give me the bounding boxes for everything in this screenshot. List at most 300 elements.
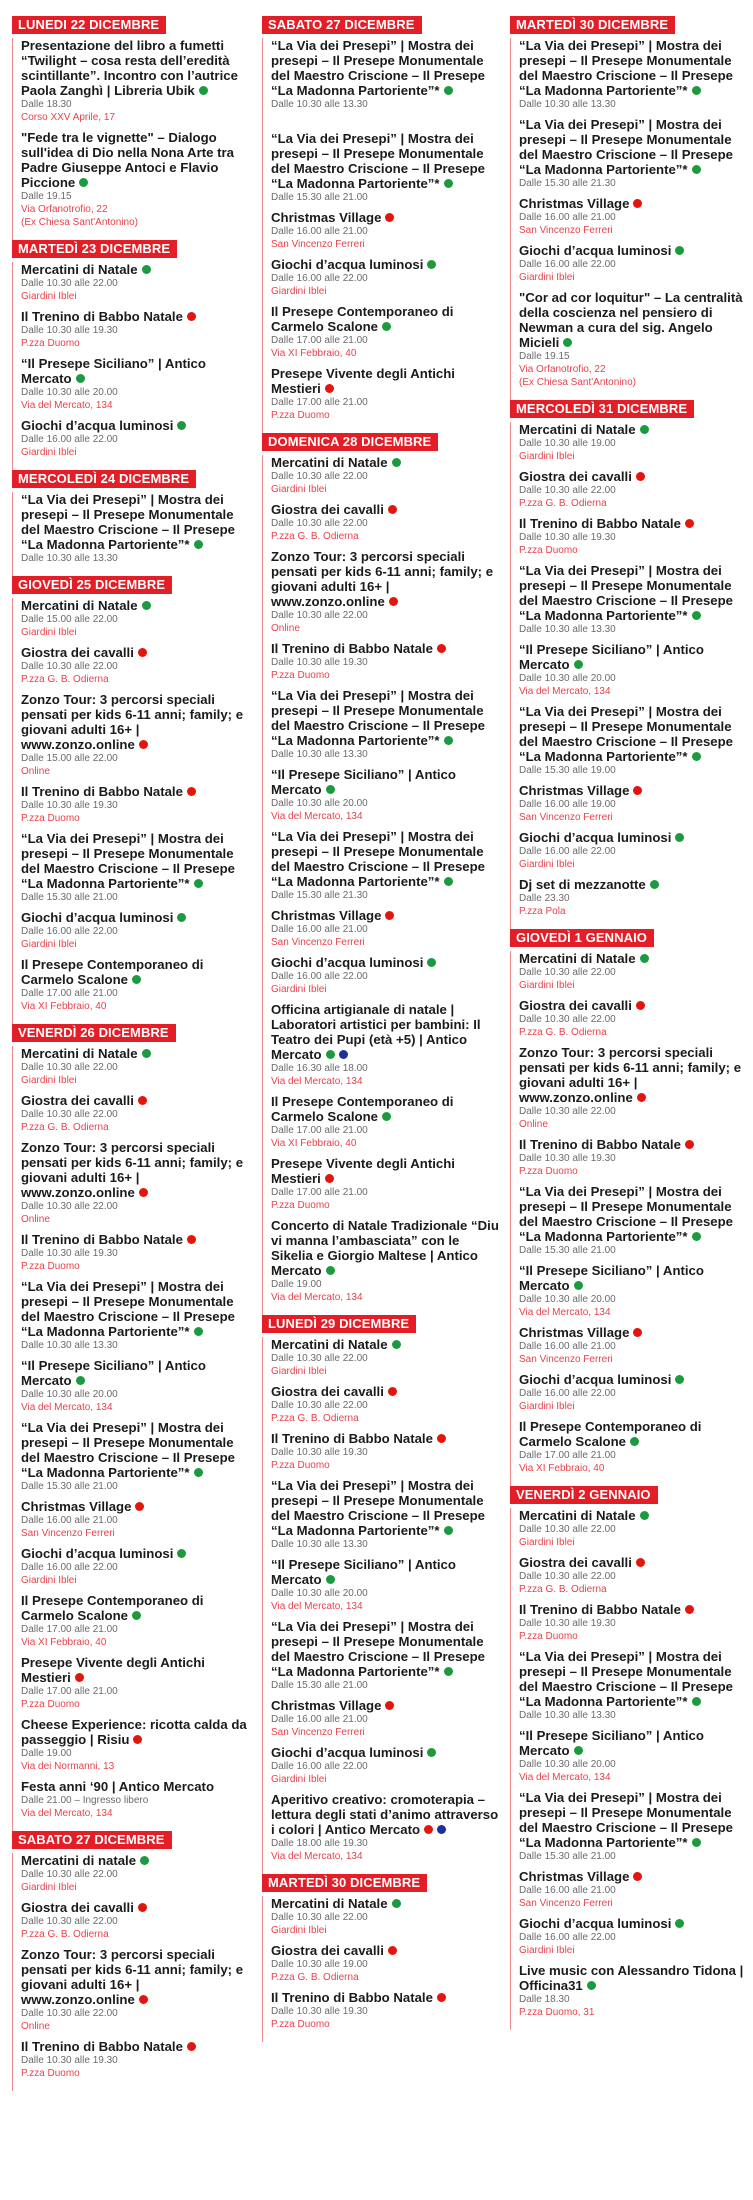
red-dot-icon [637, 1093, 646, 1102]
event-title-text: Giostra dei cavalli [21, 1900, 134, 1915]
green-dot-icon [392, 1340, 401, 1349]
green-dot-icon [630, 1437, 639, 1446]
red-dot-icon [187, 787, 196, 796]
event-item [21, 1717, 250, 1773]
event-list [510, 38, 748, 400]
event-location: Via Orfanotrofio, 22 [21, 204, 108, 215]
event-title [271, 304, 500, 334]
event-time: Dalle 16.00 alle 22.00 [21, 434, 118, 445]
green-dot-icon [692, 86, 701, 95]
event-location: San Vincenzo Ferreri [21, 1528, 115, 1539]
event-time: Dalle 16.00 alle 22.00 [519, 1932, 616, 1943]
red-dot-icon [325, 384, 334, 393]
event-title [519, 117, 748, 177]
green-dot-icon [76, 374, 85, 383]
event-title [271, 955, 500, 970]
event-time: Dalle 16.00 alle 22.00 [519, 846, 616, 857]
red-dot-icon [138, 1096, 147, 1105]
event-title [21, 1499, 250, 1514]
event-title [21, 130, 250, 190]
event-title-text: “La Via dei Presepi” | Mostra dei presepi – Il Presepe Monumentale del Maestro Criscione – Il Presepe “La Madonna Partoriente”* [271, 688, 486, 748]
event-item [519, 196, 748, 237]
calendar-column [510, 16, 748, 2030]
event-item [21, 957, 250, 1013]
green-dot-icon [587, 1981, 596, 1990]
event-title-text: Christmas Village [519, 1869, 630, 1884]
event-title-text: Giochi d’acqua luminosi [271, 257, 424, 272]
event-title-text: “La Via dei Presepi” | Mostra dei presepi – Il Presepe Monumentale del Maestro Criscione – Il Presepe “La Madonna Partoriente”* [271, 829, 486, 889]
day-section [510, 1486, 748, 2030]
event-location: Online [21, 2021, 50, 2032]
event-location: Via del Mercato, 134 [519, 686, 611, 697]
event-item [519, 1790, 748, 1863]
day-header: DOMENICA 28 DICEMBRE [262, 433, 438, 451]
event-item [271, 829, 500, 902]
event-title-text: Il Trenino di Babbo Natale [519, 1602, 681, 1617]
day-section [262, 433, 500, 1315]
event-title [21, 1046, 250, 1061]
event-location: Giardini Iblei [519, 980, 575, 991]
event-title [271, 641, 500, 656]
red-dot-icon [385, 213, 394, 222]
green-dot-icon [675, 1375, 684, 1384]
event-item [519, 1263, 748, 1319]
red-dot-icon [187, 1235, 196, 1244]
event-title-text: “La Via dei Presepi” | Mostra dei presepi – Il Presepe Monumentale del Maestro Criscione – Il Presepe “La Madonna Partoriente”* [519, 563, 734, 623]
event-location: P.zza Duomo [271, 1200, 330, 1211]
event-time: Dalle 10.30 alle 20.00 [519, 673, 616, 684]
event-title [519, 1649, 748, 1709]
event-location: P.zza Duomo [21, 1261, 80, 1272]
green-dot-icon [177, 421, 186, 430]
red-dot-icon [138, 648, 147, 657]
event-title-text: Aperitivo creativo: cromoterapia – lettura degli stati d’animo attraverso i colori | Antico Mercato [271, 1792, 499, 1837]
green-dot-icon [177, 913, 186, 922]
event-title [21, 1853, 250, 1868]
red-dot-icon [636, 1001, 645, 1010]
event-title-text: Mercatini di Natale [21, 1046, 138, 1061]
event-title-text: Giochi d’acqua luminosi [21, 418, 174, 433]
event-item [519, 516, 748, 557]
green-dot-icon [194, 1327, 203, 1336]
event-title-text: Presentazione del libro a fumetti “Twilight – cosa resta dell’eredità scintillante”. Incontro con l’autrice Paola Zanghì | Libreria Ubik [21, 38, 238, 98]
event-list [12, 1046, 250, 1831]
event-location: Giardini Iblei [519, 859, 575, 870]
event-time: Dalle 10.30 alle 22.00 [519, 485, 616, 496]
event-item [271, 1156, 500, 1212]
event-item [271, 366, 500, 422]
event-item [21, 1093, 250, 1134]
event-title [519, 1869, 748, 1884]
event-title [271, 1156, 500, 1186]
event-title [271, 829, 500, 889]
event-location: Via XI Febbraio, 40 [21, 1001, 107, 1012]
event-item [271, 1745, 500, 1786]
event-item [271, 908, 500, 949]
event-location-detail: (Ex Chiesa Sant'Antonino) [21, 217, 138, 228]
event-item [21, 1593, 250, 1649]
event-title [519, 563, 748, 623]
red-dot-icon [685, 1140, 694, 1149]
event-time: Dalle 15.30 alle 21.30 [271, 890, 368, 901]
event-title-text: Christmas Village [519, 1325, 630, 1340]
event-item [271, 1619, 500, 1692]
green-dot-icon [142, 601, 151, 610]
event-list [510, 951, 748, 1486]
event-title [519, 830, 748, 845]
event-title [519, 1728, 748, 1758]
event-list [12, 262, 250, 470]
event-item [519, 877, 748, 918]
event-time: Dalle 10.30 alle 22.00 [21, 1916, 118, 1927]
green-dot-icon [650, 880, 659, 889]
event-title-text: "Fede tra le vignette" – Dialogo sull'idea di Dio nella Nona Arte tra Padre Giuseppe Antoci e Flavio Piccione [21, 130, 234, 190]
event-time: Dalle 10.30 alle 13.30 [21, 553, 118, 564]
event-location: Giardini Iblei [21, 939, 77, 950]
event-title-text: Festa anni ‘90 | Antico Mercato [21, 1779, 215, 1794]
day-section [12, 1831, 250, 2091]
event-item [519, 1555, 748, 1596]
event-location: P.zza G. B. Odierna [271, 1413, 359, 1424]
event-time: Dalle 10.30 alle 22.00 [21, 2008, 118, 2019]
day-header: VENERDÌ 26 DICEMBRE [12, 1024, 176, 1042]
event-title [519, 951, 748, 966]
event-item [21, 1420, 250, 1493]
event-title [21, 1546, 250, 1561]
event-title-text: “Il Presepe Siciliano” | Antico Mercato [519, 642, 704, 672]
event-title [271, 455, 500, 470]
event-title [21, 1420, 250, 1480]
event-location: San Vincenzo Ferreri [271, 1727, 365, 1738]
event-location: Giardini Iblei [519, 1401, 575, 1412]
event-title-text: Mercatini di Natale [21, 262, 138, 277]
event-location: Giardini Iblei [519, 1945, 575, 1956]
event-time: Dalle 16.00 alle 21.00 [519, 1885, 616, 1896]
event-item [21, 1232, 250, 1273]
event-title-text: Il Trenino di Babbo Natale [21, 784, 183, 799]
green-dot-icon [692, 1232, 701, 1241]
green-dot-icon [563, 338, 572, 347]
event-title [519, 1137, 748, 1152]
green-dot-icon [392, 458, 401, 467]
event-item [519, 1963, 748, 2019]
event-time: Dalle 17.00 alle 21.00 [271, 1125, 368, 1136]
event-title-text: Il Trenino di Babbo Natale [519, 1137, 681, 1152]
event-time: Dalle 15.30 alle 21.00 [519, 1851, 616, 1862]
event-time: Dalle 16.00 alle 22.00 [21, 1562, 118, 1573]
event-time: Dalle 16.00 alle 22.00 [519, 1388, 616, 1399]
event-location: Via del Mercato, 134 [271, 811, 363, 822]
event-title [271, 1094, 500, 1124]
day-section [262, 16, 500, 433]
event-title [519, 469, 748, 484]
event-time: Dalle 18.00 alle 19.30 [271, 1838, 368, 1849]
event-title-text: Mercatini di Natale [519, 1508, 636, 1523]
event-location: P.zza Duomo [519, 545, 578, 556]
event-item [519, 290, 748, 389]
event-title-text: “Il Presepe Siciliano” | Antico Mercato [21, 1358, 206, 1388]
event-time: Dalle 10.30 alle 22.00 [271, 1912, 368, 1923]
event-title-text: Giochi d’acqua luminosi [519, 830, 672, 845]
event-time: Dalle 10.30 alle 19.30 [21, 2055, 118, 2066]
event-title [519, 877, 748, 892]
event-title-text: Mercatini di Natale [519, 422, 636, 437]
event-time: Dalle 16.00 alle 19.00 [519, 799, 616, 810]
event-time: Dalle 16.00 alle 22.00 [519, 259, 616, 270]
event-item [519, 642, 748, 698]
event-location: P.zza G. B. Odierna [21, 1122, 109, 1133]
event-item [21, 38, 250, 124]
event-item [271, 549, 500, 635]
event-time: Dalle 10.30 alle 19.30 [271, 1447, 368, 1458]
event-title [21, 1947, 250, 2007]
event-location: Giardini Iblei [519, 451, 575, 462]
event-item [21, 262, 250, 303]
event-title-text: Il Presepe Contemporaneo di Carmelo Scalone [271, 304, 454, 334]
event-title [271, 1943, 500, 1958]
event-title [21, 1140, 250, 1200]
event-title [519, 1916, 748, 1931]
event-title [21, 356, 250, 386]
event-location: San Vincenzo Ferreri [519, 812, 613, 823]
event-title [21, 692, 250, 752]
event-title [21, 1279, 250, 1339]
event-title-text: Live music con Alessandro Tidona | Officina31 [519, 1963, 744, 1993]
event-item [271, 502, 500, 543]
event-item [519, 117, 748, 190]
event-location: San Vincenzo Ferreri [519, 1898, 613, 1909]
day-section [262, 1315, 500, 1874]
event-location: Giardini Iblei [519, 272, 575, 283]
event-item [21, 492, 250, 565]
event-location: Online [271, 623, 300, 634]
green-dot-icon [326, 1266, 335, 1275]
event-item [519, 830, 748, 871]
event-time: Dalle 10.30 alle 22.00 [21, 1109, 118, 1120]
event-time: Dalle 16.00 alle 22.00 [271, 1761, 368, 1772]
event-time: Dalle 17.00 alle 21.00 [271, 1187, 368, 1198]
day-header: MARTEDÌ 23 DICEMBRE [12, 240, 177, 258]
event-location-detail: (Ex Chiesa Sant'Antonino) [519, 377, 636, 388]
event-item [271, 1990, 500, 2031]
event-time: Dalle 19.00 [271, 1279, 322, 1290]
event-item [271, 1337, 500, 1378]
event-list [510, 422, 748, 929]
event-title-text: Zonzo Tour: 3 percorsi speciali pensati per kids 6-11 anni; family; e giovani adulti 16+ | www.zonzo.online [21, 1947, 244, 2007]
event-title-text: Christmas Village [271, 1698, 382, 1713]
event-title-text: Cheese Experience: ricotta calda da passeggio | Risiu [21, 1717, 247, 1747]
event-location: P.zza G. B. Odierna [271, 531, 359, 542]
event-title-text: Giochi d’acqua luminosi [519, 1372, 672, 1387]
green-dot-icon [76, 1376, 85, 1385]
event-time: Dalle 17.00 alle 21.00 [21, 1624, 118, 1635]
event-time: Dalle 10.30 alle 13.30 [271, 99, 368, 110]
event-time: Dalle 10.30 alle 22.00 [519, 1524, 616, 1535]
event-item [21, 356, 250, 412]
event-title [519, 998, 748, 1013]
event-title [271, 908, 500, 923]
green-dot-icon [427, 260, 436, 269]
event-time: Dalle 10.30 alle 19.00 [271, 1959, 368, 1970]
event-location: Giardini Iblei [271, 1925, 327, 1936]
green-dot-icon [444, 877, 453, 886]
event-time: Dalle 10.30 alle 19.30 [271, 2006, 368, 2017]
event-title-text: “Il Presepe Siciliano” | Antico Mercato [21, 356, 206, 386]
event-item [271, 1478, 500, 1551]
event-title-text: Presepe Vivente degli Antichi Mestieri [271, 1156, 455, 1186]
day-section [12, 470, 250, 576]
red-dot-icon [385, 911, 394, 920]
event-item [21, 1947, 250, 2033]
event-title-text: Mercatini di natale [21, 1853, 137, 1868]
event-location: Via dei Normanni, 13 [21, 1761, 115, 1772]
event-location: Via del Mercato, 134 [271, 1076, 363, 1087]
event-time: Dalle 10.30 alle 19.30 [271, 657, 368, 668]
green-dot-icon [132, 975, 141, 984]
event-location: P.zza G. B. Odierna [271, 1972, 359, 1983]
red-dot-icon [135, 1502, 144, 1511]
event-title [519, 1555, 748, 1570]
event-title [519, 422, 748, 437]
event-time: Dalle 10.30 alle 13.30 [271, 749, 368, 760]
event-title-text: Zonzo Tour: 3 percorsi speciali pensati per kids 6-11 anni; family; e giovani adulti 16+ | www.zonzo.online [21, 1140, 244, 1200]
day-header: VENERDÌ 2 GENNAIO [510, 1486, 658, 1504]
event-time: Dalle 10.30 alle 20.00 [21, 387, 118, 398]
event-location: Via del Mercato, 134 [21, 1402, 113, 1413]
event-location: Giardini Iblei [21, 447, 77, 458]
calendar-column [12, 16, 250, 2091]
event-item [271, 955, 500, 996]
day-section [12, 576, 250, 1024]
event-item [21, 598, 250, 639]
event-item [519, 783, 748, 824]
event-item [271, 38, 500, 111]
green-dot-icon [444, 736, 453, 745]
event-location: San Vincenzo Ferreri [519, 225, 613, 236]
event-item [271, 455, 500, 496]
event-location: Giardini Iblei [271, 1774, 327, 1785]
event-title-text: Giostra dei cavalli [519, 998, 632, 1013]
event-location: Online [21, 1214, 50, 1225]
event-title [271, 1990, 500, 2005]
event-item [519, 1419, 748, 1475]
event-title-text: Giostra dei cavalli [21, 645, 134, 660]
event-location: Via del Mercato, 134 [519, 1307, 611, 1318]
event-title-text: Concerto di Natale Tradizionale “Diu vi manna l’ambasciata” con le Sikelia e Giorgio Maltese | Antico Mercato [271, 1218, 499, 1278]
event-title [519, 1963, 748, 1993]
event-title-text: “La Via dei Presepi” | Mostra dei presepi – Il Presepe Monumentale del Maestro Criscione – Il Presepe “La Madonna Partoriente”* [519, 1649, 734, 1709]
event-location: Via XI Febbraio, 40 [519, 1463, 605, 1474]
event-location: P.zza Duomo [271, 410, 330, 421]
red-dot-icon [685, 519, 694, 528]
event-time: Dalle 15.30 alle 21.00 [21, 1481, 118, 1492]
event-time: Dalle 10.30 alle 22.00 [519, 1571, 616, 1582]
event-item [271, 1218, 500, 1304]
blue-dot-icon [339, 1050, 348, 1059]
green-dot-icon [444, 86, 453, 95]
event-title [271, 1002, 500, 1062]
event-item [519, 1916, 748, 1957]
event-title [21, 598, 250, 613]
event-title [271, 1896, 500, 1911]
event-location: Via del Mercato, 134 [271, 1851, 363, 1862]
event-title [21, 1900, 250, 1915]
event-item [21, 1140, 250, 1226]
red-dot-icon [424, 1825, 433, 1834]
event-time: Dalle 16.00 alle 21.00 [271, 1714, 368, 1725]
event-title [519, 196, 748, 211]
event-item [519, 243, 748, 284]
day-header: SABATO 27 DICEMBRE [12, 1831, 172, 1849]
event-title [271, 366, 500, 396]
event-location: P.zza Pola [519, 906, 566, 917]
event-time: Dalle 18.30 [519, 1994, 570, 2005]
event-item [519, 1602, 748, 1643]
event-location: P.zza Duomo [271, 670, 330, 681]
event-item [21, 692, 250, 778]
event-time: Dalle 16.00 alle 21.00 [271, 924, 368, 935]
red-dot-icon [437, 1434, 446, 1443]
red-dot-icon [388, 1387, 397, 1396]
event-location: Giardini Iblei [21, 291, 77, 302]
event-time: Dalle 16.00 alle 21.00 [519, 1341, 616, 1352]
event-time: Dalle 15.30 alle 21.00 [271, 1680, 368, 1691]
event-location: San Vincenzo Ferreri [271, 239, 365, 250]
event-time: Dalle 10.30 alle 13.30 [21, 1340, 118, 1351]
event-title-text: Giostra dei cavalli [271, 1943, 384, 1958]
green-dot-icon [574, 1281, 583, 1290]
event-time: Dalle 10.30 alle 22.00 [21, 1062, 118, 1073]
event-time: Dalle 17.00 alle 21.00 [21, 988, 118, 999]
event-title [21, 831, 250, 891]
event-title [519, 243, 748, 258]
event-item [519, 1728, 748, 1784]
event-title [271, 1745, 500, 1760]
event-title-text: “La Via dei Presepi” | Mostra dei presepi – Il Presepe Monumentale del Maestro Criscione – Il Presepe “La Madonna Partoriente”* [271, 1619, 486, 1679]
event-time: Dalle 15.30 alle 19.00 [519, 765, 616, 776]
event-list [12, 38, 250, 240]
event-title-text: Giostra dei cavalli [271, 502, 384, 517]
event-location: Giardini Iblei [271, 286, 327, 297]
event-item [21, 831, 250, 904]
event-title-text: Giostra dei cavalli [21, 1093, 134, 1108]
event-title [271, 257, 500, 272]
event-item [21, 418, 250, 459]
event-location: Via del Mercato, 134 [271, 1292, 363, 1303]
red-dot-icon [133, 1735, 142, 1744]
event-title [519, 1790, 748, 1850]
day-section [510, 929, 748, 1486]
event-list [12, 1853, 250, 2091]
event-title-text: Il Trenino di Babbo Natale [271, 1431, 433, 1446]
event-item [21, 784, 250, 825]
event-title [271, 1337, 500, 1352]
event-time: Dalle 17.00 alle 21.00 [21, 1686, 118, 1697]
event-time: Dalle 10.30 alle 20.00 [271, 1588, 368, 1599]
event-title-text: Presepe Vivente degli Antichi Mestieri [21, 1655, 205, 1685]
event-title-text: Mercatini di Natale [519, 951, 636, 966]
event-item [519, 1649, 748, 1722]
blue-dot-icon [437, 1825, 446, 1834]
green-dot-icon [640, 1511, 649, 1520]
event-title-text: Christmas Village [519, 783, 630, 798]
day-section [12, 16, 250, 240]
event-title [21, 1779, 250, 1794]
event-time: Dalle 16.00 alle 22.00 [271, 971, 368, 982]
event-title-text: Mercatini di Natale [271, 455, 388, 470]
event-title-text: “Il Presepe Siciliano” | Antico Mercato [519, 1728, 704, 1758]
event-item [519, 704, 748, 777]
